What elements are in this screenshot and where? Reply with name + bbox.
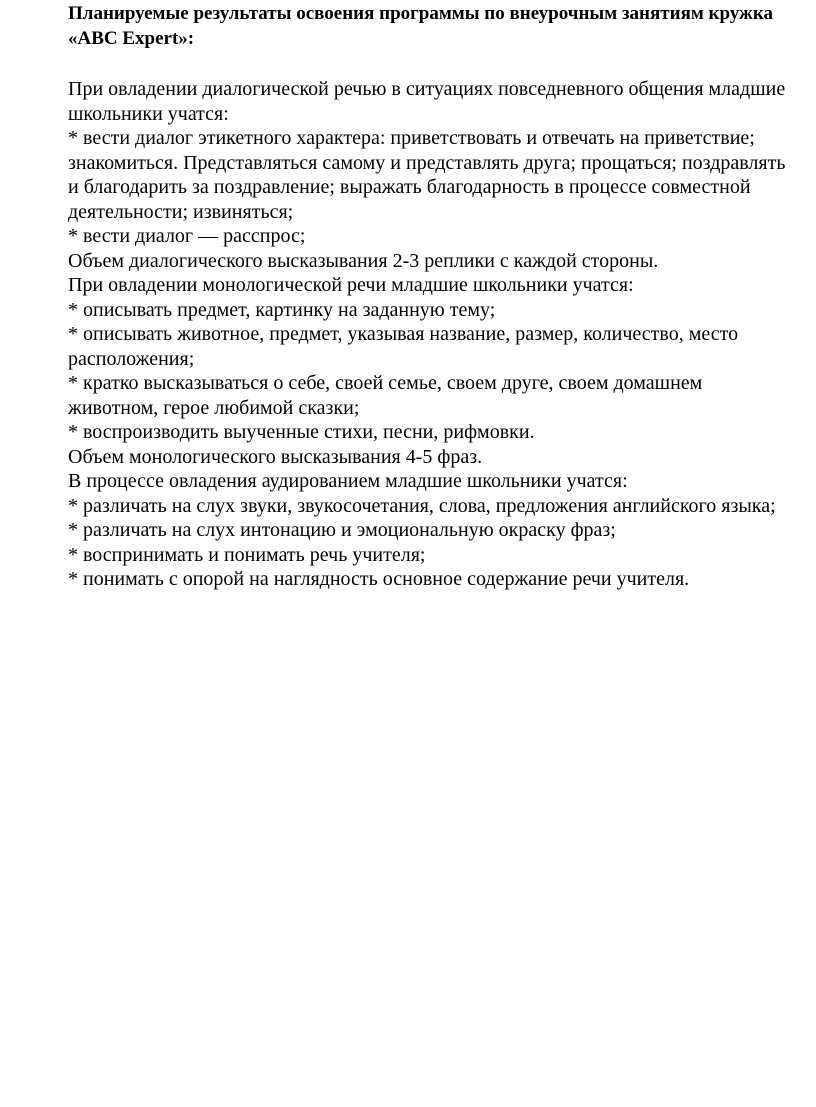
paragraph-talk-about-self: * кратко высказываться о себе, своей семье, своем друге, своем домашнем животном, герое любимой сказки; <box>68 372 703 419</box>
paragraph-listening-intro: В процессе овладения аудированием младшие школьники учатся: <box>68 470 628 492</box>
paragraph-understand-visual: * понимать с опорой на наглядность основное содержание речи учителя. <box>68 568 690 590</box>
paragraph-describe-animal: * описывать животное, предмет, указывая название, размер, количество, место расположения; <box>68 323 739 370</box>
paragraph-monologue-volume: Объем монологического высказывания 4-5 фраз. <box>68 445 483 468</box>
document-title: Планируемые результаты освоения программы по внеурочным занятиям кружка «ABC Expert»: <box>68 3 773 49</box>
paragraph-question-dialogue: * вести диалог — расспрос; <box>68 225 306 247</box>
document-page <box>68 2 788 592</box>
paragraph-etiquette-dialogue: * вести диалог этикетного характера: приветствовать и отвечать на приветствие; знакомиться. Представляться самому и представлять друга; прощаться; поздравлять и благодарить за поздравление; выражать благодарность в процессе совместной деятельности; извиняться; <box>68 127 786 223</box>
paragraph-monologue-intro: При овладении монологической речи младшие школьники учатся: <box>68 274 634 296</box>
paragraph-distinguish-sounds: * различать на слух звуки, звукосочетания, слова, предложения английского языка; <box>68 494 776 517</box>
paragraph-distinguish-intonation: * различать на слух интонацию и эмоциональную окраску фраз; <box>68 519 616 541</box>
paragraph-dialogue-volume: Объем диалогического высказывания 2-3 реплики с каждой стороны. <box>68 249 659 272</box>
paragraph-dialogue-intro: При овладении диалогической речью в ситуациях повседневного общения младшие школьники учатся: <box>68 78 786 125</box>
paragraph-describe-picture: * описывать предмет, картинку на заданную тему; <box>68 298 496 321</box>
paragraph-understand-teacher: * воспринимать и понимать речь учителя; <box>68 543 426 566</box>
paragraph-recite-poems: * воспроизводить выученные стихи, песни, рифмовки. <box>68 421 535 443</box>
